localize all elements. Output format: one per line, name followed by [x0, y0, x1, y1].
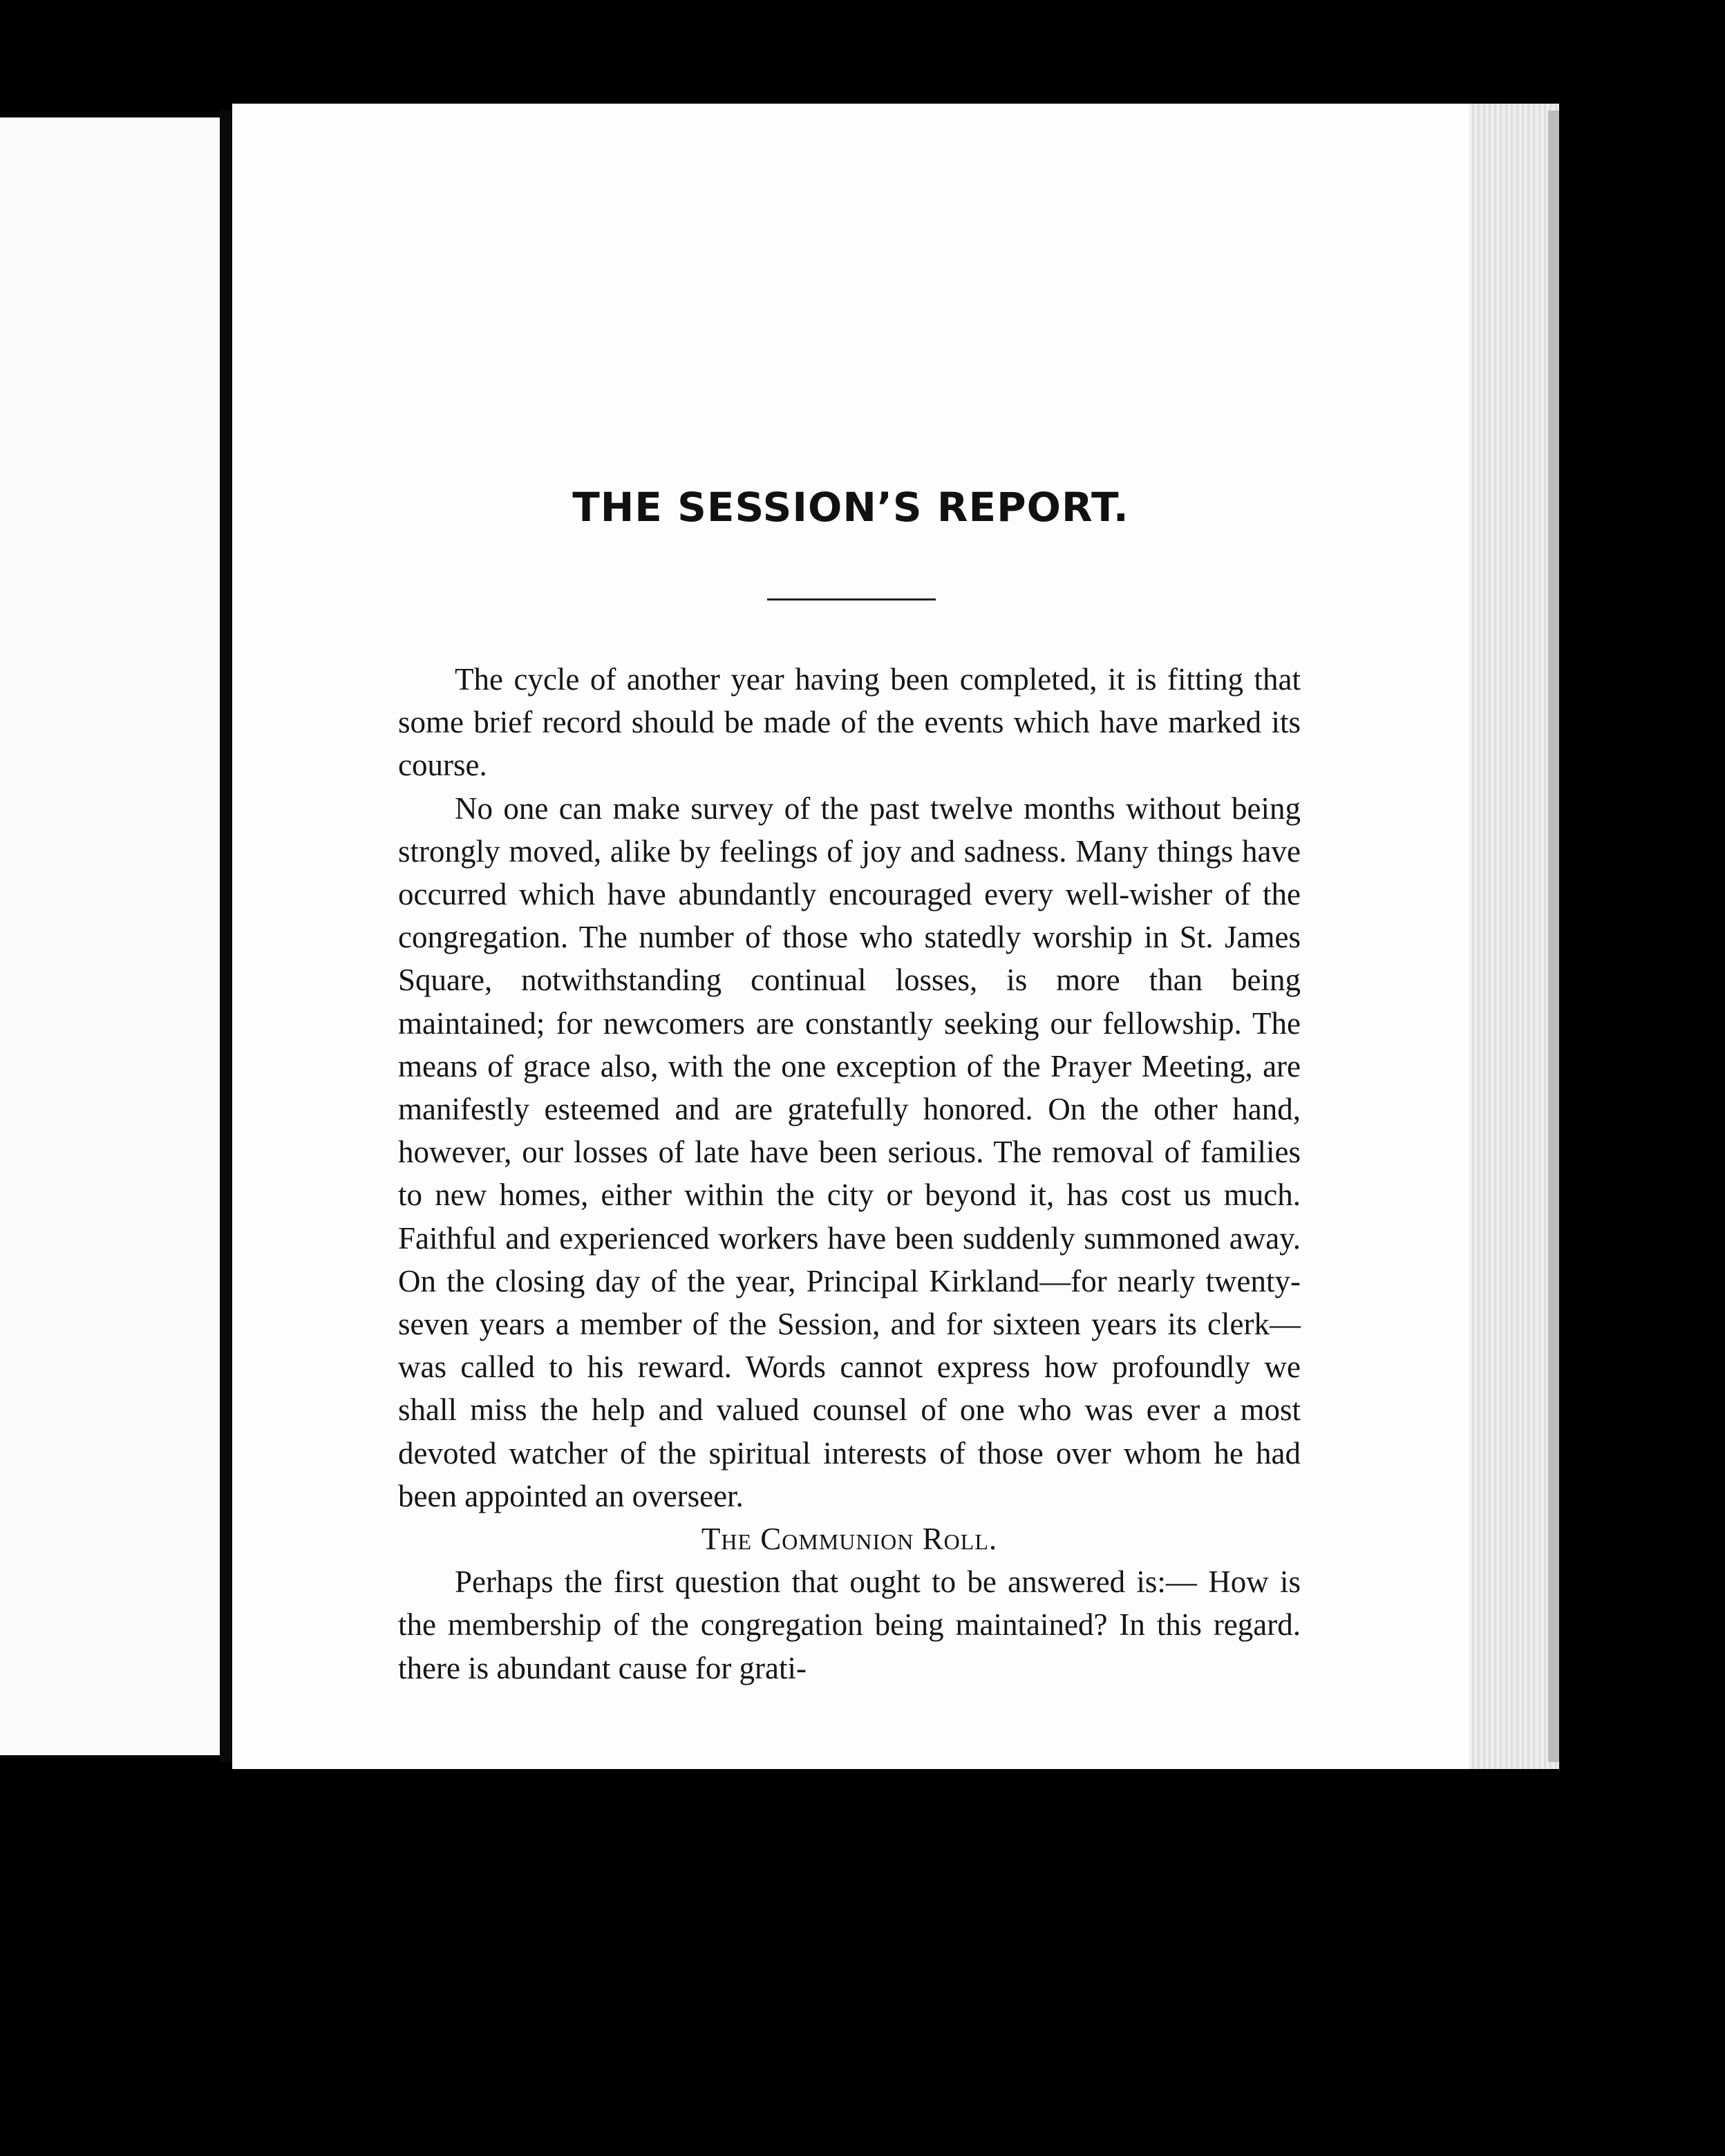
page-edges [1469, 104, 1559, 1769]
facing-page [0, 117, 220, 1755]
title-rule [767, 598, 936, 601]
body-text [398, 658, 1301, 1690]
section-heading: The Communion Roll. [701, 1522, 998, 1557]
section-paragraph: Perhaps the first question that ought to be answered is:— How is the membership of the congregation being maintained? In this regard. there is abundant cause for grati- [398, 1564, 1301, 1685]
page-edges-shadow [1548, 111, 1559, 1762]
page-title: THE SESSION’S REPORT. [572, 484, 1129, 531]
paragraph-2: No one can make survey of the past twelve months without being strongly moved, alike by feelings of joy and sadness. Many things have occurred which have abundantly encouraged every well-wisher of the congregation. The number of those who statedly worship in St. James Square, notwithstanding continual losses, is more than being maintained; for newcomers are constantly seeking our fellowship. The means of grace also, with the one exception of the Prayer Meeting, are manifestly esteemed and are gratefully honored. On the other hand, however, our losses of late have been serious. The removal of families to new homes, either within the city or beyond it, has cost us much. Faithful and experienced workers have been suddenly summoned away. On the closing day of the year, Principal Kirkland—for nearly twenty-seven years a member of the Session, and for sixteen years its clerk—was called to his reward. Words cannot express how profoundly we shall miss the help and valued counsel of one who was ever a most devoted watcher of the spiritual interests of those over whom he had been appointed an overseer. [398, 791, 1301, 1513]
book-gutter [220, 111, 232, 1762]
paragraph-1: The cycle of another year having been completed, it is fitting that some brief record should be made of the events which have marked its course. [398, 662, 1301, 783]
